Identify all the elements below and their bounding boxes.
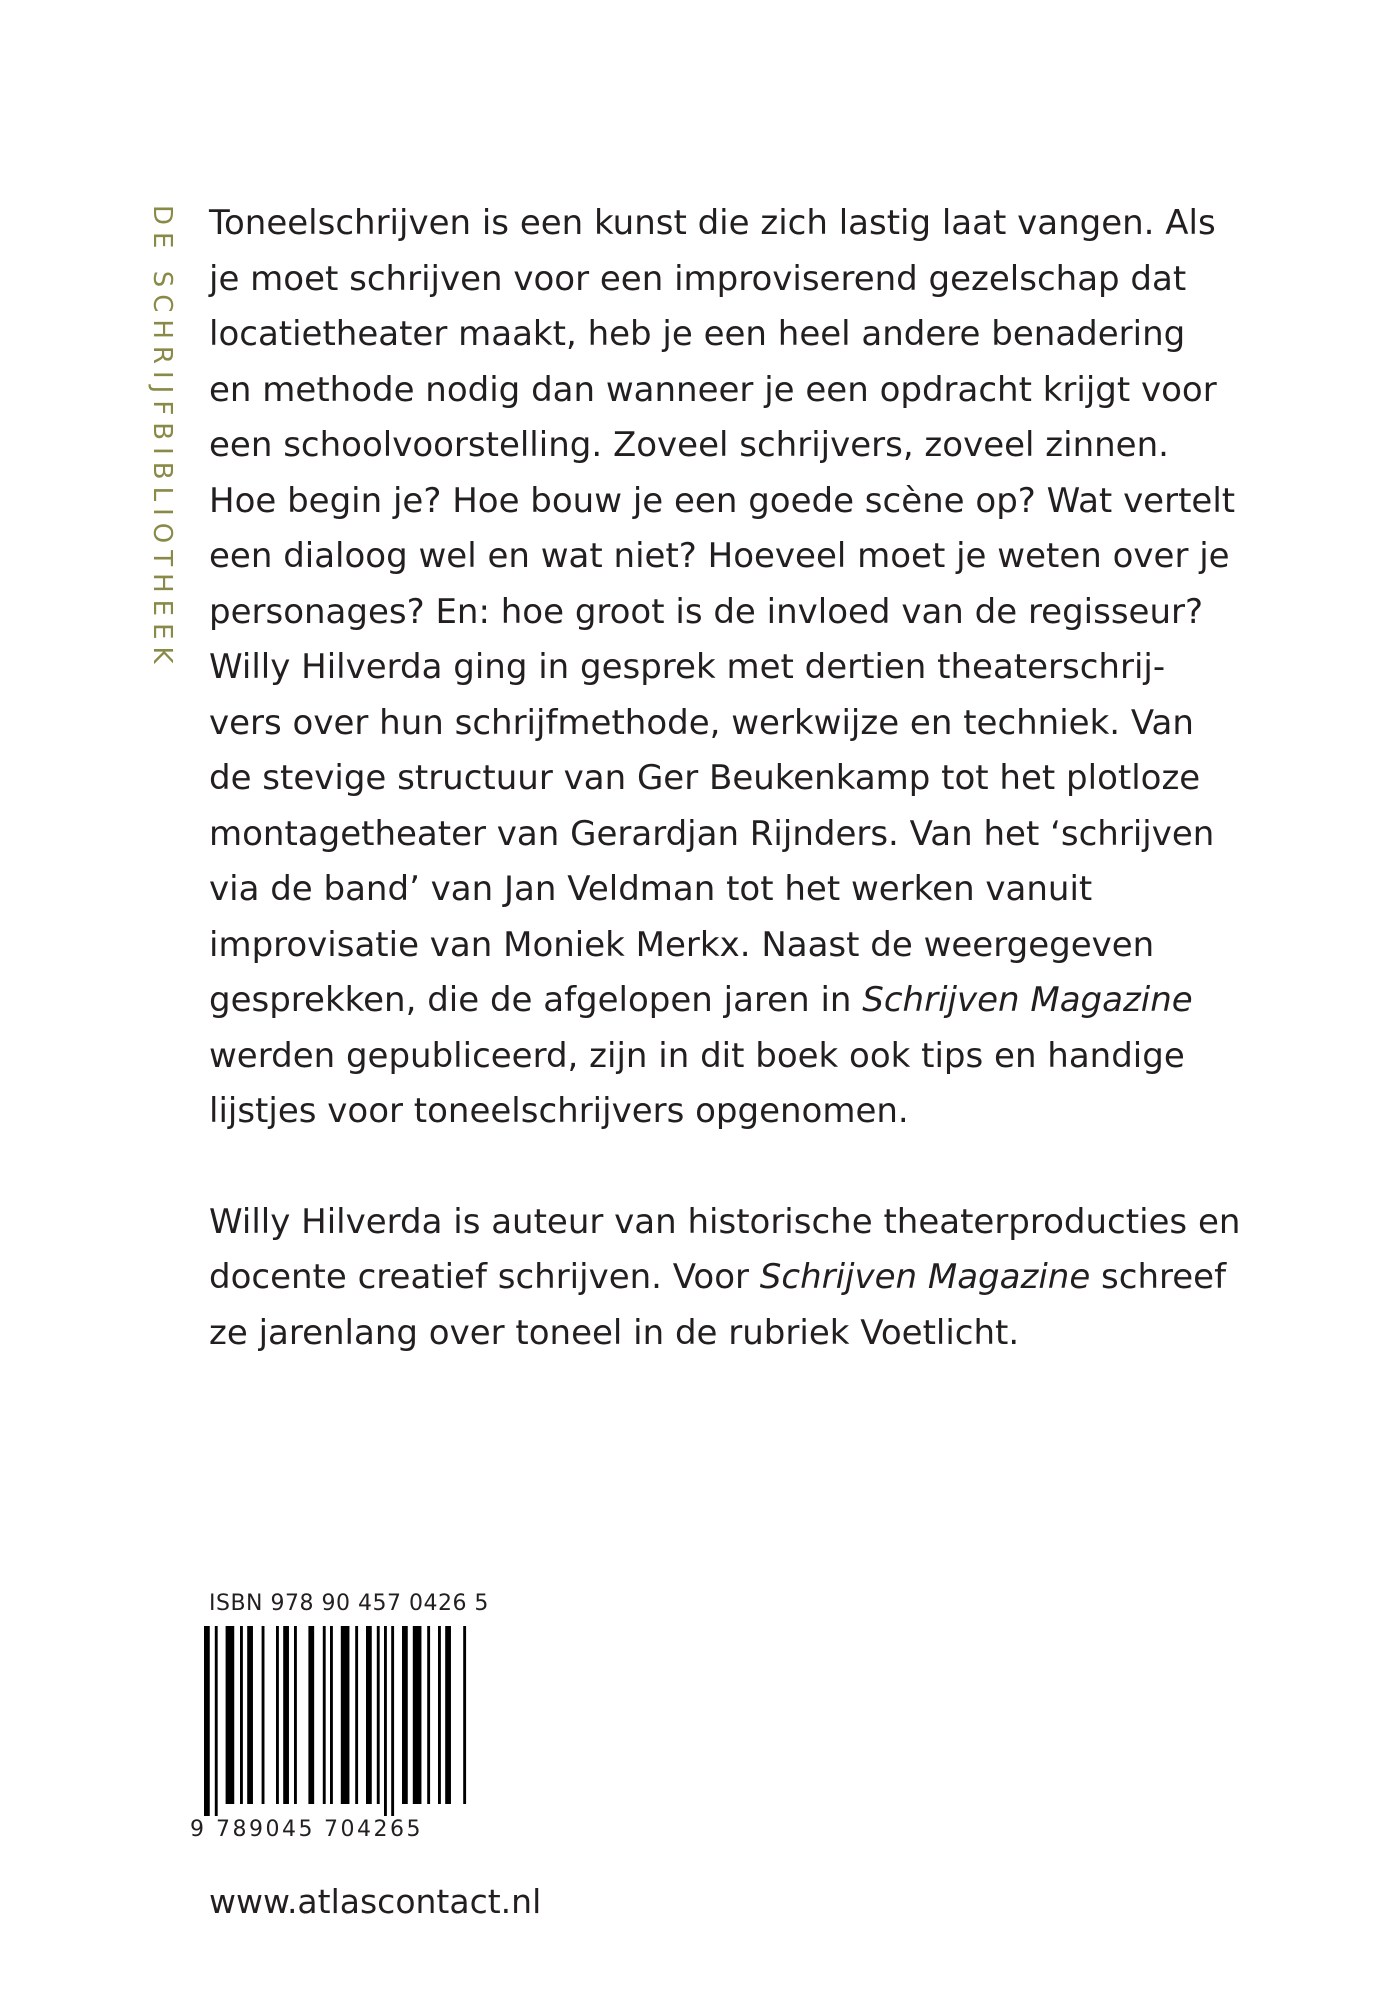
blurb-line bbox=[209, 196, 1216, 252]
barcode-bar bbox=[413, 1626, 422, 1804]
barcode-digit-lead: 9 bbox=[190, 1817, 204, 1841]
blurb-line bbox=[209, 1250, 1227, 1306]
blurb-line bbox=[209, 363, 1217, 419]
barcode-bar bbox=[323, 1626, 326, 1804]
barcode-bar bbox=[215, 1626, 218, 1816]
blurb-line bbox=[209, 1029, 1209, 1085]
blurb-line bbox=[209, 696, 1209, 752]
text-run: locatietheater maakt, heb je een heel andere benadering bbox=[209, 314, 1186, 354]
barcode-digits-left: 789045 bbox=[216, 1817, 315, 1841]
barcode-bar bbox=[445, 1626, 451, 1804]
blurb-line bbox=[209, 252, 1209, 308]
barcode-bar bbox=[384, 1626, 387, 1816]
blurb-line bbox=[209, 474, 1236, 530]
barcode-bar bbox=[427, 1626, 430, 1804]
barcode-bar bbox=[276, 1626, 279, 1804]
text-run: een schoolvoorstelling. Zoveel schrijvers, zoveel zinnen. bbox=[209, 425, 1169, 465]
barcode-bar bbox=[262, 1626, 265, 1804]
italic-title: Schrijven Magazine bbox=[759, 1257, 1091, 1297]
barcode-bar bbox=[294, 1626, 297, 1804]
blurb-line bbox=[209, 1195, 1241, 1251]
barcode-bar bbox=[402, 1626, 408, 1804]
paragraph-gap bbox=[209, 1140, 1209, 1195]
blurb-line bbox=[209, 973, 1209, 1029]
italic-title: Schrijven Magazine bbox=[862, 980, 1193, 1020]
text-run: gesprekken, die de afgelopen jaren in bbox=[209, 980, 863, 1020]
barcode-digits-right: 704265 bbox=[324, 1817, 423, 1841]
barcode-bars bbox=[204, 1626, 470, 1816]
barcode-bar bbox=[283, 1626, 289, 1804]
barcode-bar bbox=[377, 1626, 380, 1804]
text-run: en methode nodig dan wanneer je een opdracht krijgt voor bbox=[209, 369, 1217, 410]
text-run: via de band’ van Jan Veldman tot het werken vanuit bbox=[209, 869, 1093, 909]
text-run: Toneelschrijven is een kunst die zich lastig laat vangen. Als bbox=[209, 203, 1216, 243]
isbn-text: ISBN 978 90 457 0426 5 bbox=[209, 1591, 489, 1616]
blurb-paragraph-2 bbox=[209, 1195, 1241, 1362]
text-run: je moet schrijven voor een improviserend gezelschap dat bbox=[209, 258, 1187, 299]
barcode-bar bbox=[438, 1626, 441, 1804]
barcode-bar bbox=[341, 1626, 350, 1804]
text-run: improvisatie van Moniek Merkx. Naast de weergegeven bbox=[209, 924, 1155, 965]
text-run: een dialoog wel en wat niet? Hoeveel moet je weten over je bbox=[209, 536, 1230, 576]
text-run: schreef bbox=[1090, 1257, 1227, 1297]
barcode-bar bbox=[240, 1626, 243, 1804]
barcode-bar bbox=[247, 1626, 253, 1804]
blurb-line bbox=[209, 807, 1215, 863]
text-run: docente creatief schrijven. Voor bbox=[209, 1257, 760, 1297]
spine-label-container bbox=[132, 205, 192, 725]
barcode-bar bbox=[366, 1626, 372, 1804]
blurb-line bbox=[209, 418, 1209, 474]
blurb-line bbox=[209, 307, 1209, 363]
text-run: montagetheater van Gerardjan Rijnders. Van het ‘schrijven bbox=[209, 813, 1215, 854]
text-run: Willy Hilverda ging in gesprek met dertien theaterschrij- bbox=[209, 647, 1166, 687]
barcode bbox=[190, 1626, 470, 1841]
text-run: werden gepubliceerd, zijn in dit boek ook tips en handige bbox=[209, 1035, 1185, 1076]
blurb-line bbox=[209, 1084, 1209, 1140]
text-run: Willy Hilverda is auteur van historische theaterproducties en bbox=[209, 1201, 1241, 1242]
text-run: Hoe begin je? Hoe bouw je een goede scène op? Wat vertelt bbox=[209, 480, 1236, 521]
text-run: ze jarenlang over toneel in de rubriek Voetlicht. bbox=[209, 1312, 1020, 1353]
barcode-bar bbox=[391, 1626, 394, 1816]
barcode-bar bbox=[308, 1626, 314, 1804]
barcode-bar bbox=[226, 1626, 235, 1804]
publisher-website: www.atlascontact.nl bbox=[209, 1882, 542, 1921]
blurb-line bbox=[209, 585, 1209, 641]
blurb-line bbox=[209, 862, 1209, 918]
blurb-line bbox=[209, 529, 1230, 585]
text-run: vers over hun schrijfmethode, werkwijze en techniek. Van bbox=[209, 702, 1194, 743]
barcode-bar bbox=[330, 1626, 333, 1804]
text-run: lijstjes voor toneelschrijvers opgenomen. bbox=[209, 1091, 909, 1131]
spine-label: DE SCHRIJFBIBLIOTHEEK bbox=[147, 205, 177, 671]
barcode-bar bbox=[204, 1626, 210, 1816]
text-run: de stevige structuur van Ger Beukenkamp tot het plotloze bbox=[209, 758, 1201, 798]
blurb-line bbox=[209, 918, 1209, 974]
blurb-paragraph-1 bbox=[209, 196, 1236, 1140]
barcode-bar bbox=[463, 1626, 466, 1804]
barcode-bar bbox=[355, 1626, 358, 1804]
blurb-line bbox=[209, 640, 1209, 696]
blurb-line bbox=[209, 1306, 1209, 1362]
blurb-line bbox=[209, 751, 1209, 807]
text-run: personages? En: hoe groot is de invloed van de regisseur? bbox=[209, 591, 1204, 632]
blurb bbox=[209, 196, 1241, 1361]
